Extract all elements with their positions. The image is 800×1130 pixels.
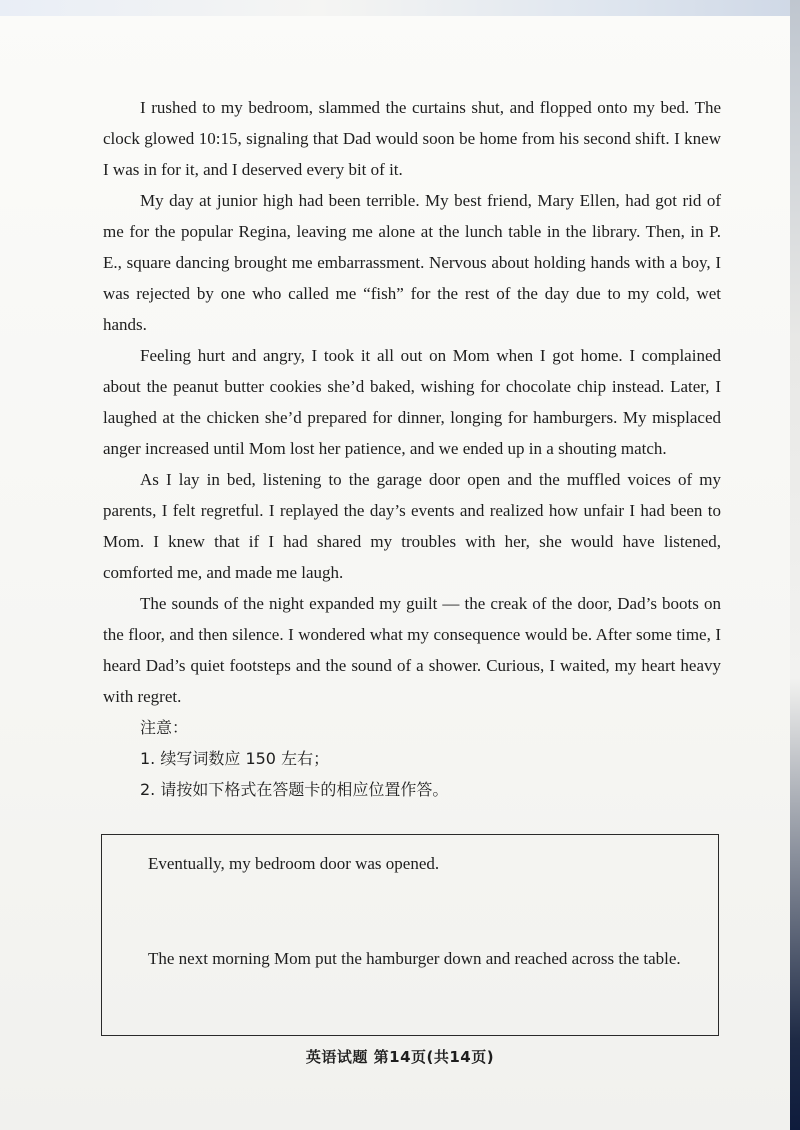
scan-top-edge bbox=[0, 0, 800, 16]
page-footer bbox=[0, 1046, 800, 1067]
passage-paragraph-5: The sounds of the night expanded my guilt — the creak of the door, Dad’s boots on the floor, and then silence. I wondered what my consequence would be. After some time, I heard Dad’s quiet footsteps and the sound of a shower. Curious, I waited, my heart heavy with regret. bbox=[103, 594, 721, 706]
answer-box bbox=[101, 834, 719, 1036]
note-item-2: 2. 请按如下格式在答题卡的相应位置作答。 bbox=[140, 780, 449, 799]
passage-paragraph-1: I rushed to my bedroom, slammed the curtains shut, and flopped onto my bed. The clock glowed 10:15, signaling that Dad would soon be home from his second shift. I knew I was in for it, and I deserved every bit of it. bbox=[103, 98, 721, 179]
passage-paragraph-2: My day at junior high had been terrible. My best friend, Mary Ellen, had got rid of me for the popular Regina, leaving me alone at the lunch table in the library. Then, in P. E., square dancing brought me embarrassment. Nervous about holding hands with a boy, I was rejected by one who called me “fish” for the rest of the day due to my cold, wet hands. bbox=[103, 191, 721, 334]
notes-title: 注意： bbox=[140, 718, 189, 737]
scan-right-edge bbox=[790, 0, 800, 1130]
passage-paragraph-3: Feeling hurt and angry, I took it all out on Mom when I got home. I complained about the peanut butter cookies she’d baked, wishing for chocolate chip instead. Later, I laughed at the chicken she’d prepared for dinner, longing for hamburgers. My misplaced anger increased until Mom lost her patience, and we ended up in a shouting match. bbox=[103, 346, 721, 458]
footer-subject: 英语试题 bbox=[305, 1048, 368, 1066]
passage-content bbox=[103, 92, 721, 805]
footer-page-number: 第14页(共14页) bbox=[373, 1048, 495, 1066]
answer-box-second-sentence: The next morning Mom put the hamburger down and reached across the table. bbox=[148, 949, 681, 968]
note-item-1: 1. 续写词数应 150 左右； bbox=[140, 749, 330, 768]
answer-box-first-sentence: Eventually, my bedroom door was opened. bbox=[148, 854, 440, 873]
passage-paragraph-4: As I lay in bed, listening to the garage door open and the muffled voices of my parents, I felt regretful. I replayed the day’s events and realized how unfair I had been to Mom. I knew that if I had shared my troubles with her, she would have listened, comforted me, and made me laugh. bbox=[103, 470, 721, 582]
